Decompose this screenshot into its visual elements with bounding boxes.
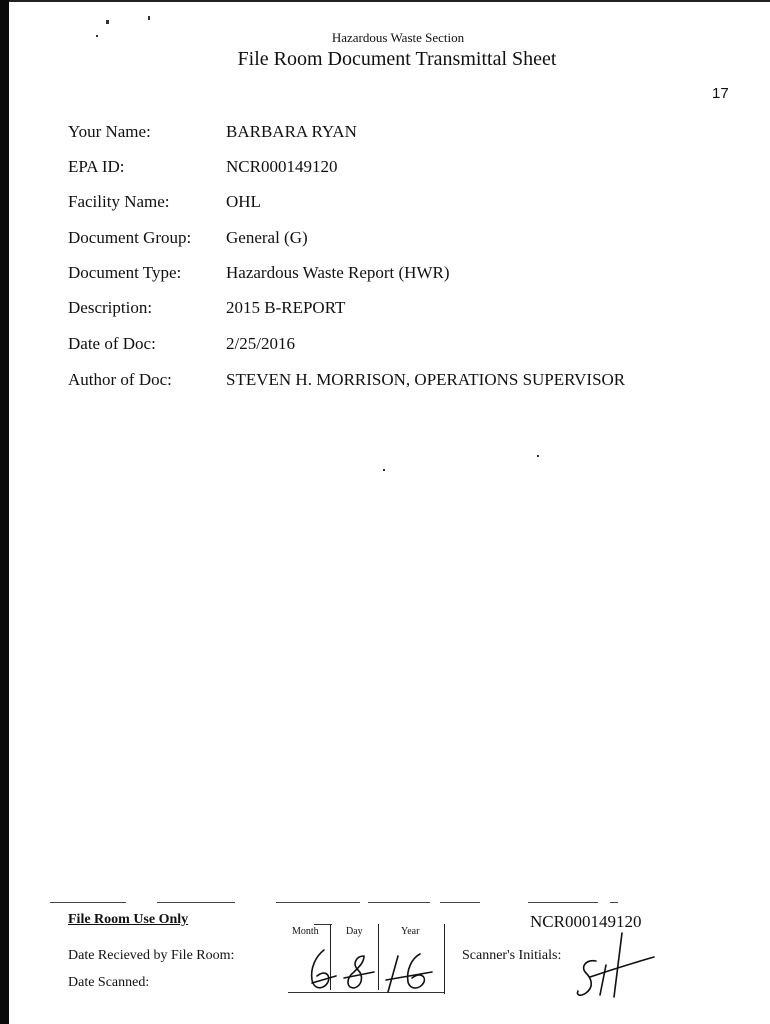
document-type-value: Hazardous Waste Report (HWR) xyxy=(226,263,450,282)
scan-speck xyxy=(106,20,109,24)
footer-divider xyxy=(276,902,360,903)
document-group-value: General (G) xyxy=(226,228,308,247)
section-heading: Hazardous Waste Section xyxy=(331,30,465,45)
facility-name-value: OHL xyxy=(226,192,261,211)
footer-divider xyxy=(368,902,430,903)
month-header: Month xyxy=(292,926,319,937)
scan-speck xyxy=(537,455,539,457)
date-received-box xyxy=(286,920,446,996)
footer-epa-id: NCR000149120 xyxy=(530,912,642,931)
date-of-doc-label: Date of Doc: xyxy=(68,334,156,353)
document-group-label: Document Group: xyxy=(68,228,192,247)
epa-id-label: EPA ID: xyxy=(68,157,125,176)
footer-divider xyxy=(50,902,126,903)
date-received-label: Date Recieved by File Room: xyxy=(68,948,235,963)
year-header: Year xyxy=(401,926,420,937)
footer-divider xyxy=(157,902,235,903)
scanners-initials-signature xyxy=(570,925,660,1000)
handwritten-date xyxy=(286,920,446,996)
author-label: Author of Doc: xyxy=(68,370,172,389)
top-border xyxy=(9,0,770,2)
scan-speck xyxy=(148,16,150,20)
file-room-title: File Room Use Only xyxy=(68,912,189,927)
scanners-initials-label: Scanner's Initials: xyxy=(462,948,562,963)
document-type-label: Document Type: xyxy=(68,263,182,282)
document-title: File Room Document Transmittal Sheet xyxy=(237,48,557,70)
your-name-value: BARBARA RYAN xyxy=(226,122,357,141)
epa-id-value: NCR000149120 xyxy=(226,157,338,176)
footer-divider xyxy=(528,902,598,903)
date-scanned-label: Date Scanned: xyxy=(68,975,150,990)
scan-edge xyxy=(0,0,9,1024)
description-label: Description: xyxy=(68,298,153,317)
author-value: STEVEN H. MORRISON, OPERATIONS SUPERVISOR xyxy=(226,370,626,389)
page-number: 17 xyxy=(712,85,729,102)
date-of-doc-value: 2/25/2016 xyxy=(226,334,295,353)
footer-divider xyxy=(440,902,480,903)
scan-speck xyxy=(383,469,385,471)
facility-name-label: Facility Name: xyxy=(68,192,170,211)
day-header: Day xyxy=(346,926,363,937)
your-name-label: Your Name: xyxy=(68,122,151,141)
description-value: 2015 B-REPORT xyxy=(226,298,346,317)
footer-divider xyxy=(610,902,618,903)
